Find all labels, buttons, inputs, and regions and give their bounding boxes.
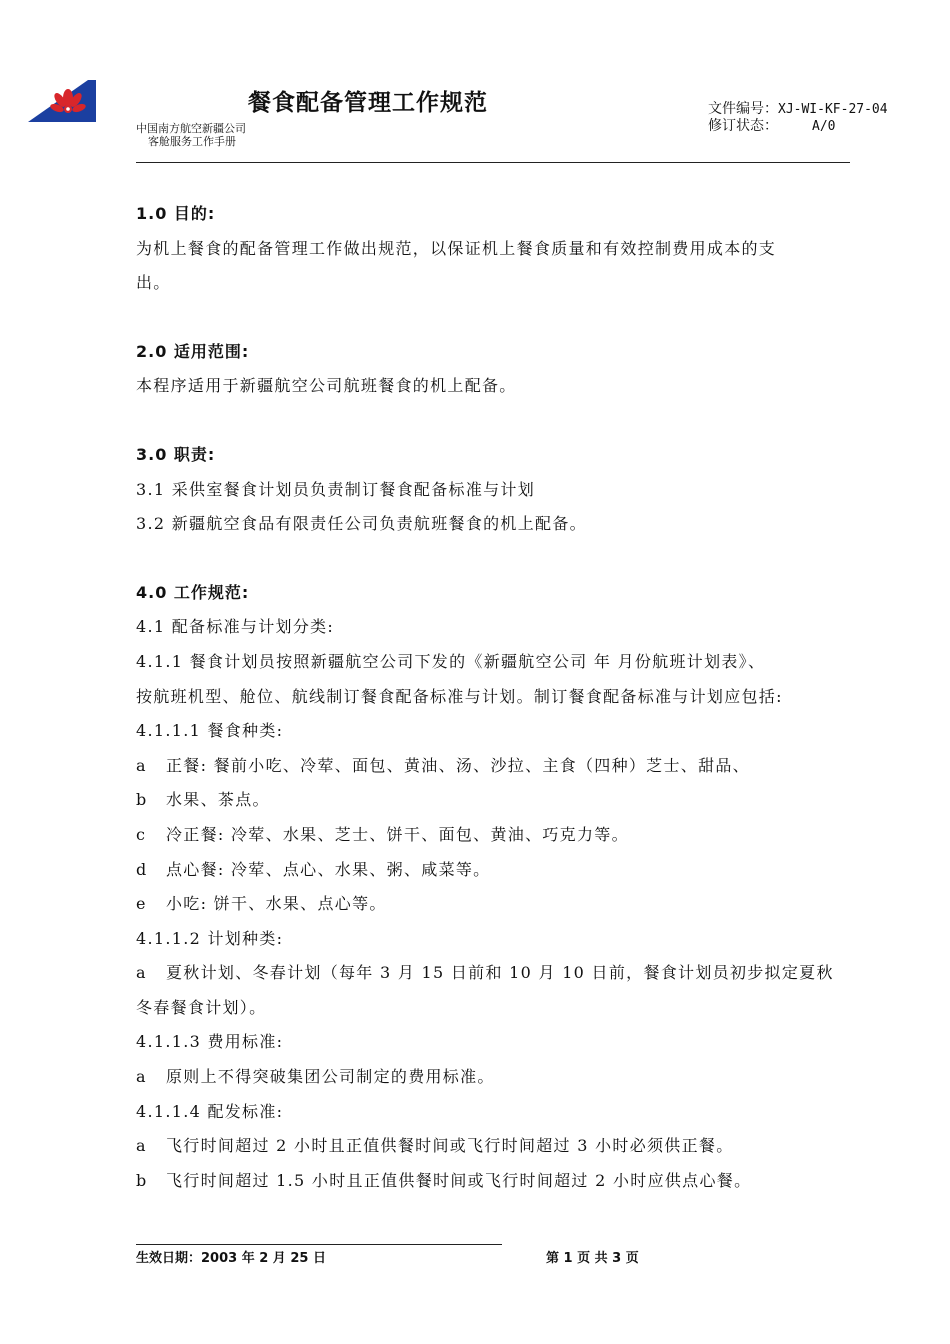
list-text: 飞行时间超过 1.5 小时且正值供餐时间或飞行时间超过 2 小时应供点心餐。 xyxy=(166,1170,752,1190)
clause-4-1-1-3: 4.1.1.3 费用标准: xyxy=(136,1032,284,1052)
section-3-item: 3.1 采供室餐食计划员负责制订餐食配备标准与计划 xyxy=(136,479,536,499)
list-item xyxy=(136,1060,856,1095)
list-letter: a xyxy=(136,1136,147,1156)
section-2-heading: 2.0 适用范围: xyxy=(136,341,250,361)
document-info xyxy=(708,101,888,135)
section-2-body: 本程序适用于新疆航空公司航班餐食的机上配备。 xyxy=(136,376,517,396)
list-text: 正餐: 餐前小吃、冷荤、面包、黄油、汤、沙拉、主食（四种）芝士、甜品、 xyxy=(166,755,750,775)
list-letter: a xyxy=(136,1067,147,1087)
list-text: 飞行时间超过 2 小时且正值供餐时间或飞行时间超过 3 小时必须供正餐。 xyxy=(166,1136,734,1156)
company-name: 中国南方航空新疆公司 xyxy=(136,122,246,135)
section-4-heading: 4.0 工作规范: xyxy=(136,582,250,602)
list-item xyxy=(136,887,856,922)
list-item xyxy=(136,956,856,991)
clause-4-1-1-1: 4.1.1.1 餐食种类: xyxy=(136,721,284,741)
manual-name: 客舱服务工作手册 xyxy=(148,135,236,148)
footer-divider xyxy=(136,1244,502,1245)
doc-number-value: XJ-WI-KF-27-04 xyxy=(778,102,888,117)
clause-4-1-1-2: 4.1.1.2 计划种类: xyxy=(136,928,284,948)
china-southern-logo-icon xyxy=(28,78,96,124)
effective-date: 生效日期：2003 年 2 月 25 日 xyxy=(136,1251,326,1266)
list-letter: e xyxy=(136,894,147,914)
clause-4-1-1-4: 4.1.1.4 配发标准: xyxy=(136,1101,284,1121)
list-text: 冷正餐: 冷荤、水果、芝士、饼干、面包、黄油、巧克力等。 xyxy=(166,824,629,844)
revision-value: A/0 xyxy=(812,119,836,134)
section-1-heading: 1.0 目的: xyxy=(136,204,216,223)
list-item xyxy=(136,818,856,853)
list-text: 点心餐: 冷荤、点心、水果、粥、咸菜等。 xyxy=(166,859,491,879)
list-letter: b xyxy=(136,1170,148,1190)
document-title: 餐食配备管理工作规范 xyxy=(248,90,488,116)
list-letter: b xyxy=(136,790,148,810)
list-item xyxy=(136,783,856,818)
doc-number-row xyxy=(708,101,888,118)
clause-4-1-1-cont: 按航班机型、舱位、航线制订餐食配备标准与计划。制订餐食配备标准与计划应包括: xyxy=(136,686,783,706)
list-item xyxy=(136,749,856,784)
page-number: 第 1 页 共 3 页 xyxy=(546,1251,639,1266)
company-block xyxy=(136,122,246,148)
revision-row xyxy=(708,118,888,135)
section-1-body: 为机上餐食的配备管理工作做出规范，以保证机上餐食质量和有效控制费用成本的支 xyxy=(136,238,777,258)
list-item xyxy=(136,1164,856,1199)
list-item xyxy=(136,1129,856,1164)
document-body xyxy=(136,197,856,1198)
subsection-4-1: 4.1 配备标准与计划分类: xyxy=(136,617,335,637)
clause-4-1-1: 4.1.1 餐食计划员按照新疆航空公司下发的《新疆航空公司 年 月份航班计划表》、 xyxy=(136,651,766,671)
list-letter: d xyxy=(136,859,148,879)
list-item-cont: 冬春餐食计划）。 xyxy=(136,997,267,1017)
list-text: 原则上不得突破集团公司制定的费用标准。 xyxy=(166,1067,495,1087)
section-3-heading: 3.0 职责: xyxy=(136,444,216,464)
list-text: 夏秋计划、冬春计划（每年 3 月 15 日前和 10 月 10 日前，餐食计划员初步拟定夏秋 xyxy=(166,963,834,983)
revision-label: 修订状态： xyxy=(708,118,778,134)
list-letter: c xyxy=(136,824,147,844)
header-divider xyxy=(136,162,850,163)
section-1-body-cont: 出。 xyxy=(136,273,171,293)
doc-number-label: 文件编号： xyxy=(708,101,778,117)
list-item xyxy=(136,853,856,888)
section-3-item: 3.2 新疆航空食品有限责任公司负责航班餐食的机上配备。 xyxy=(136,514,587,534)
list-letter: a xyxy=(136,755,147,775)
list-text: 水果、茶点。 xyxy=(166,790,270,810)
list-text: 小吃: 饼干、水果、点心等。 xyxy=(166,894,387,914)
list-letter: a xyxy=(136,963,147,983)
